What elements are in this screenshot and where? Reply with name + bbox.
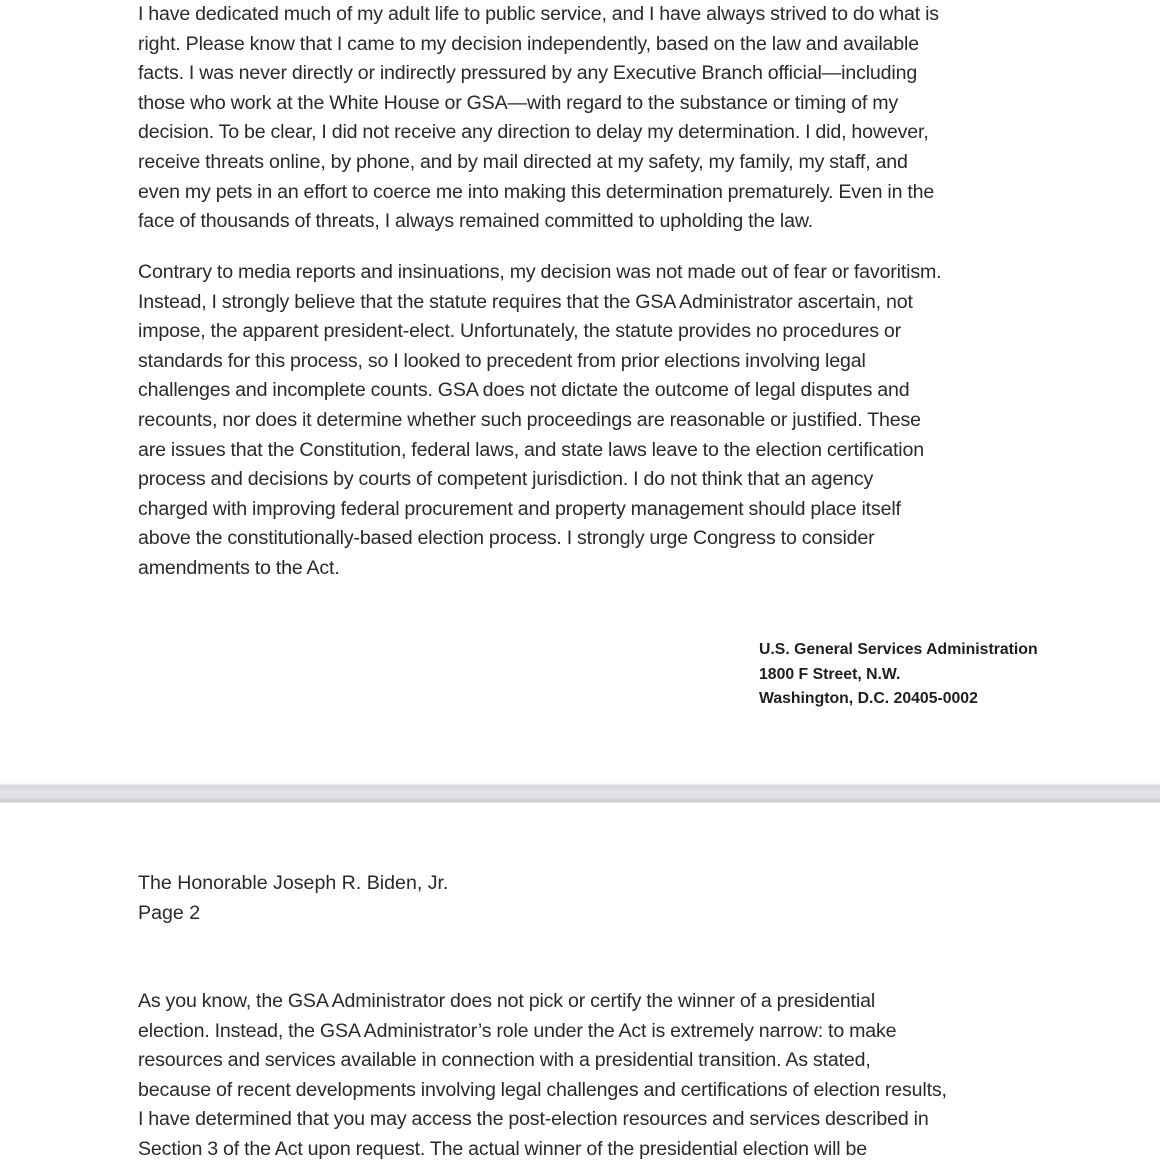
text-line: those who work at the White House or GSA—with regard to the substance or timing of my (138, 91, 899, 114)
text-line: receive threats online, by phone, and by mail directed at my safety, my family, my staff, and (138, 150, 908, 173)
address-org: U.S. General Services Administration (759, 641, 1038, 658)
footer-address (759, 638, 1038, 712)
address-city: Washington, D.C. 20405-0002 (759, 690, 978, 707)
text-line: As you know, the GSA Administrator does not pick or certify the winner of a presidential (138, 990, 876, 1012)
text-line: Instead, I strongly believe that the statute requires that the GSA Administrator ascertain, not (138, 290, 913, 313)
text-line: Section 3 of the Act upon request. The actual winner of the presidential election will be (138, 1137, 867, 1160)
text-line: resources and services available in connection with a presidential transition. As stated, (138, 1049, 871, 1072)
text-line: election. Instead, the GSA Administrator’s role under the Act is extremely narrow: to make (138, 1019, 897, 1042)
text-line: Contrary to media reports and insinuations, my decision was not made out of fear or favoritism. (138, 261, 942, 283)
paragraph-statute (138, 258, 1098, 584)
text-line: decision. To be clear, I did not receive any direction to delay my determination. I did, however, (138, 121, 929, 144)
text-line: are issues that the Constitution, federal laws, and state laws leave to the election certification (138, 438, 924, 461)
text-line: standards for this process, so I looked to precedent from prior elections involving legal (138, 349, 866, 372)
paragraph-public-service (138, 0, 1098, 237)
text-line: recounts, nor does it determine whether such proceedings are reasonable or justified. These (138, 408, 921, 431)
text-line: face of thousands of threats, I always remained committed to upholding the law. (138, 210, 814, 233)
text-line: I have dedicated much of my adult life to public service, and I have always strived to do what is (138, 3, 939, 25)
page-2-header (138, 869, 448, 928)
text-line: process and decisions by courts of competent jurisdiction. I do not think that an agency (138, 468, 874, 491)
text-line: facts. I was never directly or indirectly pressured by any Executive Branch official—including (138, 62, 918, 85)
paragraph-administrator-role (138, 987, 1098, 1165)
text-line: even my pets in an effort to coerce me into making this determination prematurely. Even in the (138, 180, 935, 203)
text-line: impose, the apparent president-elect. Unfortunately, the statute provides no procedures or (138, 320, 901, 343)
text-line: charged with improving federal procurement and property management should place itself (138, 497, 901, 520)
text-line: amendments to the Act. (138, 556, 340, 579)
text-line: challenges and incomplete counts. GSA does not dictate the outcome of legal disputes and (138, 379, 910, 402)
text-line: because of recent developments involving legal challenges and certifications of election results, (138, 1078, 947, 1101)
page-number-label: Page 2 (138, 901, 201, 924)
text-line: above the constitutionally-based election process. I strongly urge Congress to consider (138, 527, 875, 550)
text-line: right. Please know that I came to my decision independently, based on the law and available (138, 32, 919, 55)
recipient-line: The Honorable Joseph R. Biden, Jr. (138, 872, 449, 894)
text-line: I have determined that you may access the post-election resources and services described in (138, 1108, 929, 1131)
page-separator (0, 784, 1160, 803)
address-street: 1800 F Street, N.W. (759, 665, 901, 683)
